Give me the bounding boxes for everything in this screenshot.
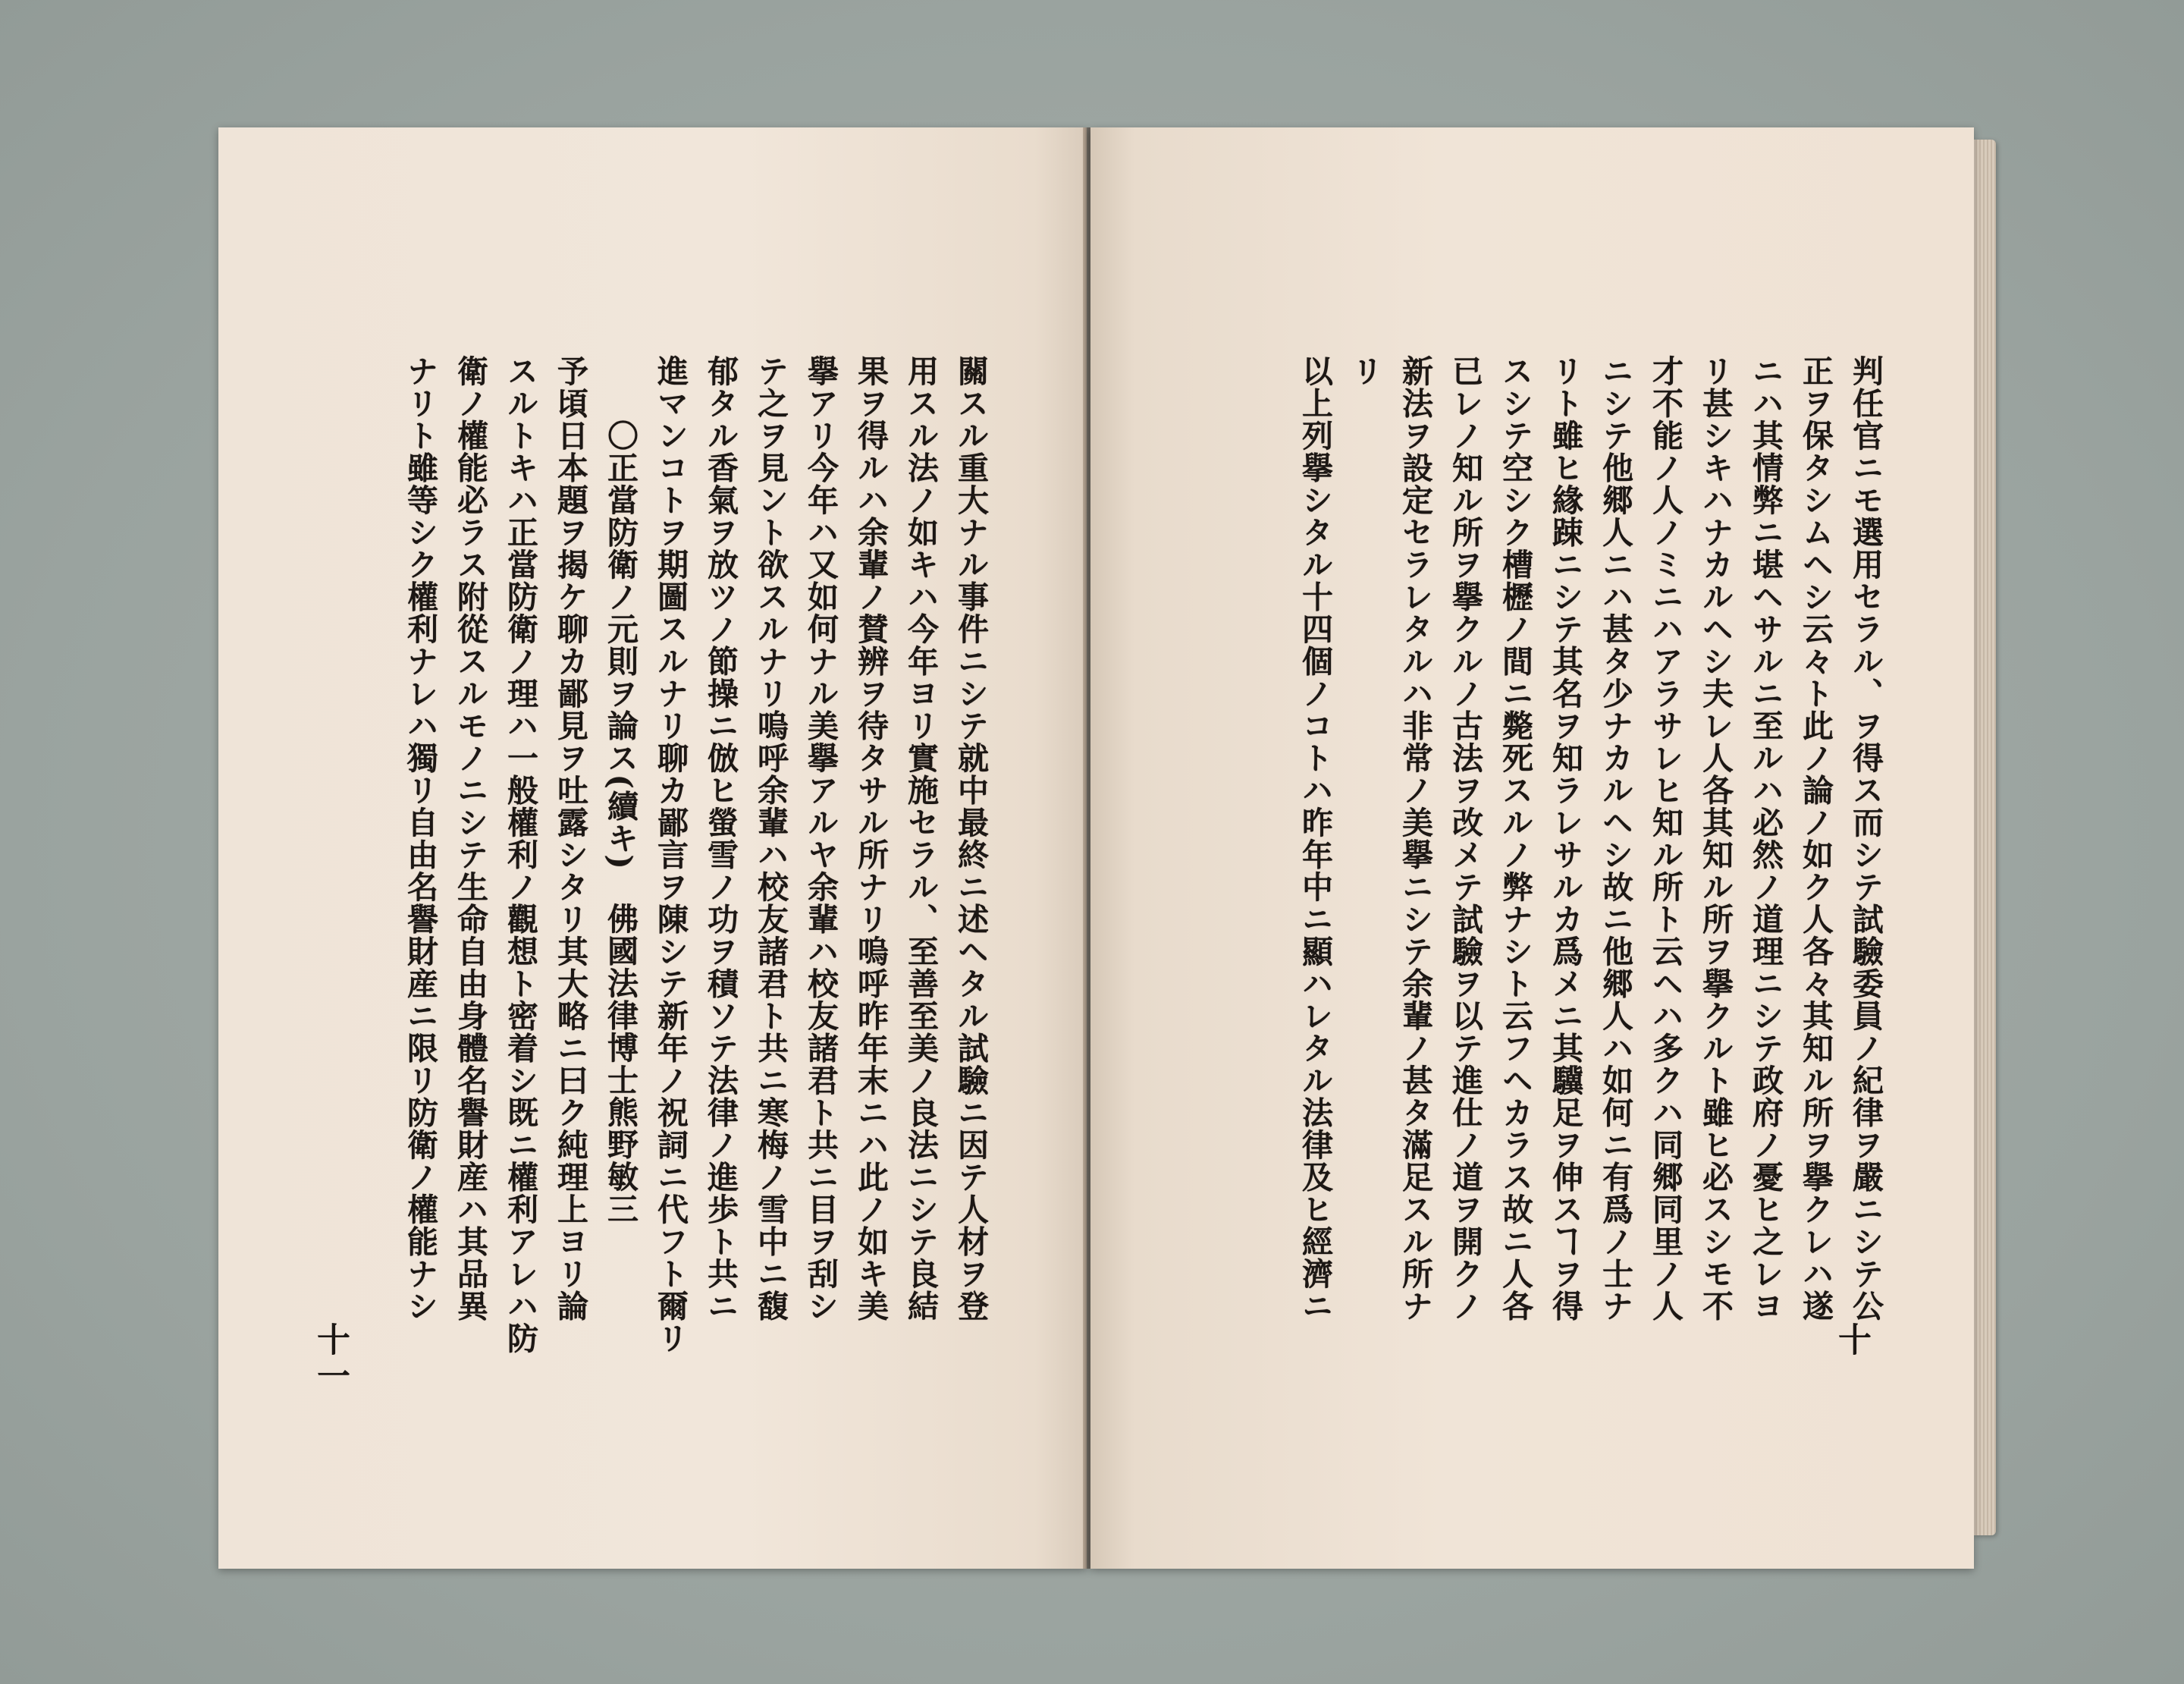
text-column: リ甚シキハナカルヘシ夫レ人各其知ル所ヲ擧クルト雖ヒ必スシモ不 xyxy=(1697,355,1734,1322)
text-column: 以上列擧シタル十四個ノコトハ昨年中ニ顯ハレタル法律及ヒ經濟ニ xyxy=(1297,355,1333,1322)
text-column: 才不能ノ人ノミニハアラサレヒ知ル所ト云ヘハ多クハ同郷同里ノ人 xyxy=(1647,355,1684,1322)
page-edges xyxy=(1973,140,1996,1535)
text-column: 用スル法ノ如キハ今年ヨリ實施セラル、至善至美ノ良法ニシテ良結 xyxy=(902,355,939,1322)
text-column: 進マンコトヲ期圖スルナリ聊カ鄙言ヲ陳シテ新年ノ祝詞ニ代フト爾リ xyxy=(652,355,689,1355)
right-page xyxy=(1090,127,1974,1569)
text-column: ニハ其情弊ニ堪ヘサルニ至ルハ必然ノ道理ニシテ政府ノ憂ヒ之レヨ xyxy=(1747,355,1784,1322)
left-page xyxy=(218,127,1087,1569)
text-column: 關スル重大ナル事件ニシテ就中最終ニ述ヘタル試驗ニ因テ人材ヲ登 xyxy=(952,355,989,1322)
text-column: 已レノ知ル所ヲ擧クルノ古法ヲ改メテ試驗ヲ以テ進仕ノ道ヲ開クノ xyxy=(1447,355,1483,1322)
page-number-left: 十一 xyxy=(311,1322,350,1395)
open-book xyxy=(218,127,1985,1569)
text-column: 擧アリ今年ハ又如何ナル美擧アルヤ余輩ハ校友諸君ト共ニ目ヲ刮シ xyxy=(802,355,839,1322)
text-column: ナリト雖等シク權利ナレハ獨リ自由名譽財産ニ限リ防衛ノ權能ナシ xyxy=(402,355,438,1322)
text-column: リト雖ヒ緣踈ニシテ其名ヲ知ラレサルカ爲メニ其驥足ヲ伸スヿヲ得 xyxy=(1547,355,1583,1322)
text-column: テ之ヲ見ント欲スルナリ嗚呼余輩ハ校友諸君ト共ニ寒梅ノ雪中ニ馥 xyxy=(752,355,789,1322)
right-page-text xyxy=(1208,355,1891,1432)
page-number-right: 十 xyxy=(1832,1322,1871,1359)
text-column: ニシテ他郷人ニハ甚タ少ナカルヘシ故ニ他郷人ハ如何ニ有爲ノ士ナ xyxy=(1597,355,1633,1322)
text-column: 果ヲ得ルハ余輩ノ賛辨ヲ待タサル所ナリ嗚呼昨年末ニハ此ノ如キ美 xyxy=(852,355,889,1322)
left-page-text xyxy=(313,355,996,1432)
text-column: スシテ空シク槽櫪ノ間ニ斃死スルノ弊ナシト云フヘカラス故ニ人各 xyxy=(1497,355,1533,1322)
text-column: リ xyxy=(1347,355,1383,388)
text-column: 郁タル香氣ヲ放ツノ節操ニ倣ヒ螢雪ノ功ヲ積ソテ法律ノ進歩ト共ニ xyxy=(702,355,739,1322)
text-column: 正ヲ保タシムヘシ云々ト此ノ論ノ如ク人各々其知ル所ヲ擧クレハ遂 xyxy=(1797,355,1834,1322)
text-column: スルトキハ正當防衛ノ理ハ一般權利ノ觀想ト密着シ既ニ權利アレハ防 xyxy=(502,355,538,1355)
text-column: 新法ヲ設定セラレタルハ非常ノ美擧ニシテ余輩ノ甚タ滿足スル所ナ xyxy=(1397,355,1433,1322)
text-column: 衛ノ權能必ラス附從スルモノニシテ生命自由身體名譽財産ハ其品異 xyxy=(452,355,488,1322)
text-column: 判任官ニモ選用セラル、ヲ得ス而シテ試驗委員ノ紀律ヲ嚴ニシテ公 xyxy=(1847,355,1884,1322)
text-column: 予頃日本題ヲ揭ケ聊カ鄙見ヲ吐露シタリ其大略ニ曰ク純理上ヨリ論 xyxy=(552,355,588,1322)
section-heading: 〇正當防衛ノ元則ヲ論ス(續キ) 佛國法律博士熊野敏三 xyxy=(602,355,639,1225)
